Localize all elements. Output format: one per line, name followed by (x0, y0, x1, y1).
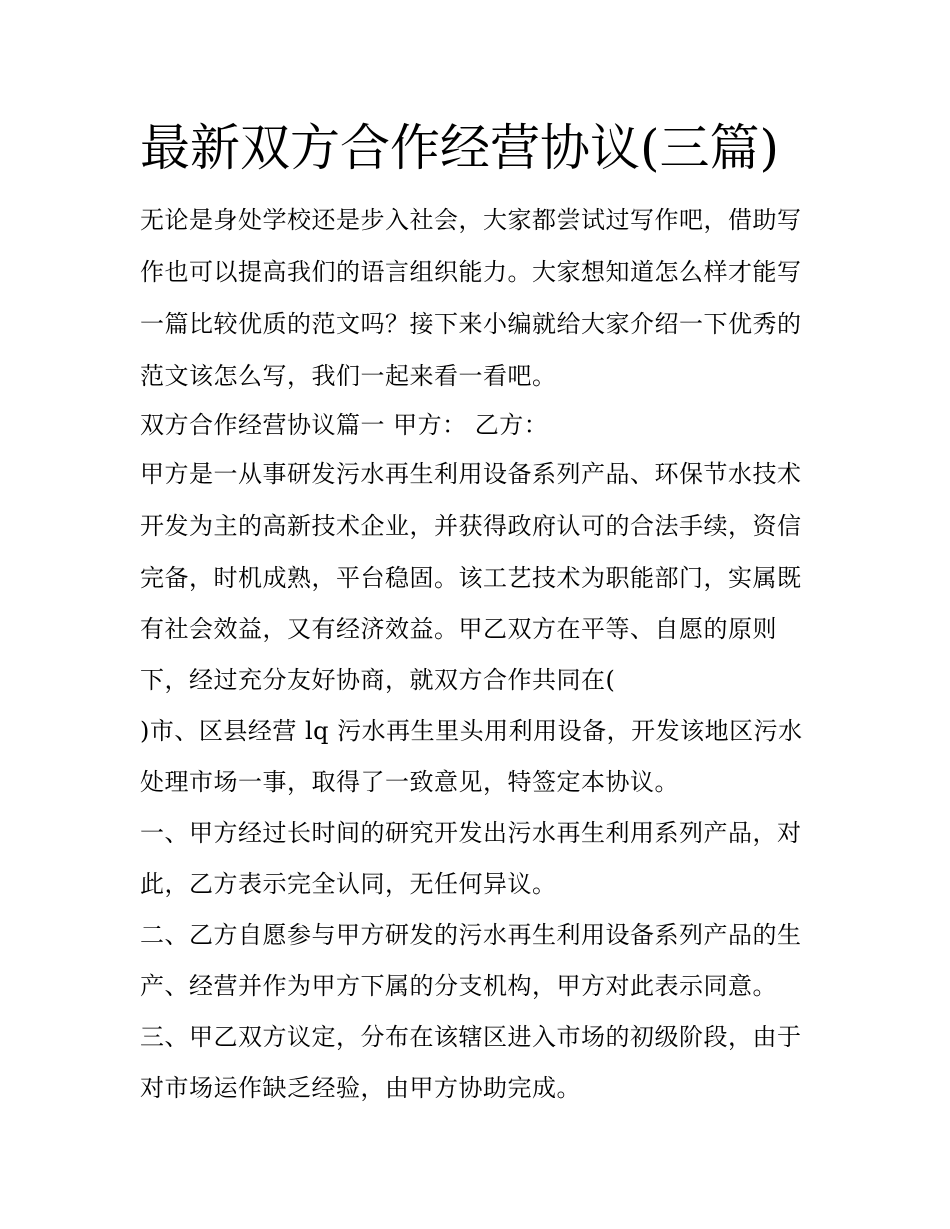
section-heading-1: 双方合作经营协议篇一 甲方： 乙方： (140, 411, 549, 439)
body-line-1: 无论是身处学校还是步入社会，大家都尝试过写作吧，借助写 (140, 206, 802, 234)
body-line-4: 范文该怎么写，我们一起来看一看吧。 (140, 362, 557, 390)
body-line-13: 一、甲方经过长时间的研究开发出污水再生利用系列产品，对 (140, 819, 802, 847)
body-line-11: )市、区县经营 lq 污水再生里头用利用设备，开发该地区污水 (140, 717, 803, 745)
body-line-2: 作也可以提高我们的语言组织能力。大家想知道怎么样才能写 (140, 258, 802, 286)
body-line-14: 此，乙方表示完全认同，无任何异议。 (140, 870, 557, 898)
body-line-16: 产、经营并作为甲方下属的分支机构，甲方对此表示同意。 (140, 972, 777, 1000)
body-line-8: 完备，时机成熟，平台稳固。该工艺技术为职能部门，实属既 (140, 564, 802, 592)
body-line-7: 开发为主的高新技术企业，并获得政府认可的合法手续，资信 (140, 512, 802, 540)
body-line-12: 处理市场一事，取得了一致意见，特签定本协议。 (140, 768, 679, 796)
body-line-10: 下，经过充分友好协商，就双方合作共同在( (140, 666, 616, 694)
body-line-3: 一篇比较优质的范文吗？接下来小编就给大家介绍一下优秀的 (140, 310, 802, 338)
body-line-15: 二、乙方自愿参与甲方研发的污水再生利用设备系列产品的生 (140, 921, 802, 949)
body-line-17: 三、甲乙双方议定，分布在该辖区进入市场的初级阶段，由于 (140, 1023, 802, 1051)
body-line-18: 对市场运作缺乏经验，由甲方协助完成。 (140, 1074, 581, 1102)
body-line-6: 甲方是一从事研发污水再生利用设备系列产品、环保节水技术 (140, 460, 802, 488)
document-title: 最新双方合作经营协议(三篇) (140, 119, 780, 177)
body-line-9: 有社会效益，又有经济效益。甲乙双方在平等、自愿的原则 (140, 615, 777, 643)
